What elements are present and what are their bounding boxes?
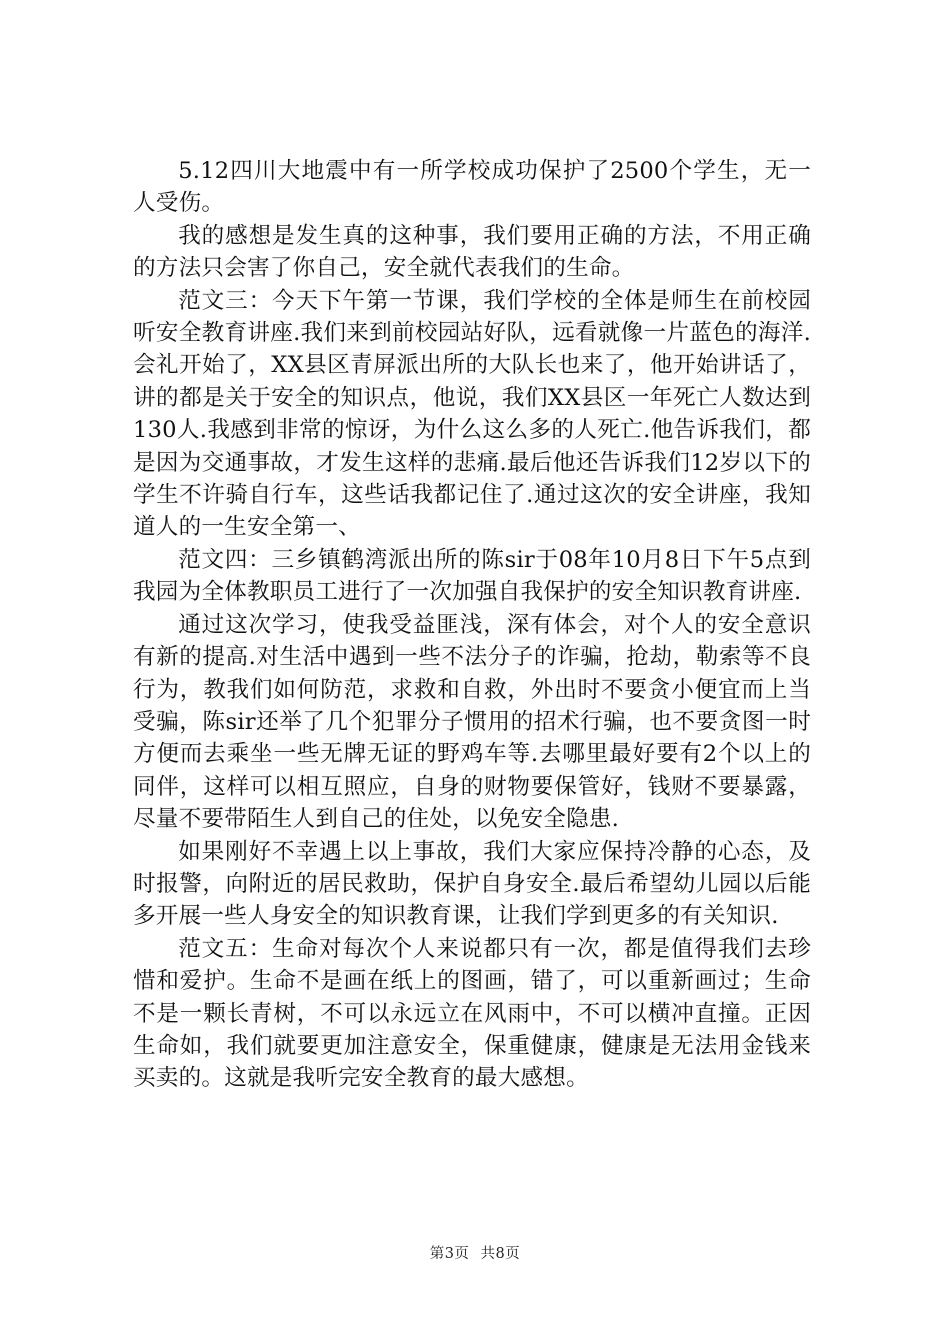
document-body bbox=[133, 155, 811, 1095]
paragraph-4: 范文四：三乡镇鹤湾派出所的陈sir于08年10月8日下午5点到我园为全体教职员工进行了一次加强自我保护的安全知识教育讲座. bbox=[133, 546, 811, 606]
page-total: 共8页 bbox=[480, 1246, 521, 1262]
paragraph-3: 范文三：今天下午第一节课，我们学校的全体是师生在前校园听安全教育讲座.我们来到前校园站好队，远看就像一片蓝色的海洋.会礼开始了，XX县区青屏派出所的大队长也来了，他开始讲话了，讲的都是关于安全的知识点，他说，我们XX县区一年死亡人数达到130人.我感到非常的惊讶，为什么这么多的人死亡.他告诉我们，都是因为交通事故，才发生这样的悲痛.最后他还告诉我们12岁以下的学生不许骑自行车，这些话我都记住了.通过这次的安全讲座，我知道人的一生安全第一、 bbox=[133, 287, 811, 541]
page-footer bbox=[0, 1244, 950, 1264]
paragraph-2: 我的感想是发生真的这种事，我们要用正确的方法，不用正确的方法只会害了你自己，安全就代表我们的生命。 bbox=[133, 222, 811, 282]
paragraph-6: 如果刚好不幸遇上以上事故，我们大家应保持冷静的心态，及时报警，向附近的居民救助，保护自身安全.最后希望幼儿园以后能多开展一些人身安全的知识教育课，让我们学到更多的有关知识. bbox=[133, 838, 811, 930]
paragraph-5: 通过这次学习，使我受益匪浅，深有体会，对个人的安全意识有新的提高.对生活中遇到一些不法分子的诈骗，抢劫，勒索等不良行为，教我们如何防范，求救和自救，外出时不要贪小便宜而上当受骗，陈sir还举了几个犯罪分子惯用的招术行骗，也不要贪图一时方便而去乘坐一些无牌无证的野鸡车等.去哪里最好要有2个以上的同伴，这样可以相互照应，自身的财物要保管好，钱财不要暴露，尽量不要带陌生人到自己的住处，以免安全隐患. bbox=[133, 611, 811, 833]
paragraph-1: 5.12四川大地震中有一所学校成功保护了2500个学生，无一人受伤。 bbox=[133, 158, 811, 217]
page-number: 第3页 bbox=[429, 1246, 470, 1262]
paragraph-7: 范文五：生命对每次个人来说都只有一次，都是值得我们去珍惜和爱护。生命不是画在纸上的图画，错了，可以重新画过；生命不是一颗长青树，不可以永远立在风雨中，不可以横冲直撞。正因生命如，我们就要更加注意安全，保重健康，健康是无法用金钱来买卖的。这就是我听完安全教育的最大感想。 bbox=[133, 935, 811, 1092]
